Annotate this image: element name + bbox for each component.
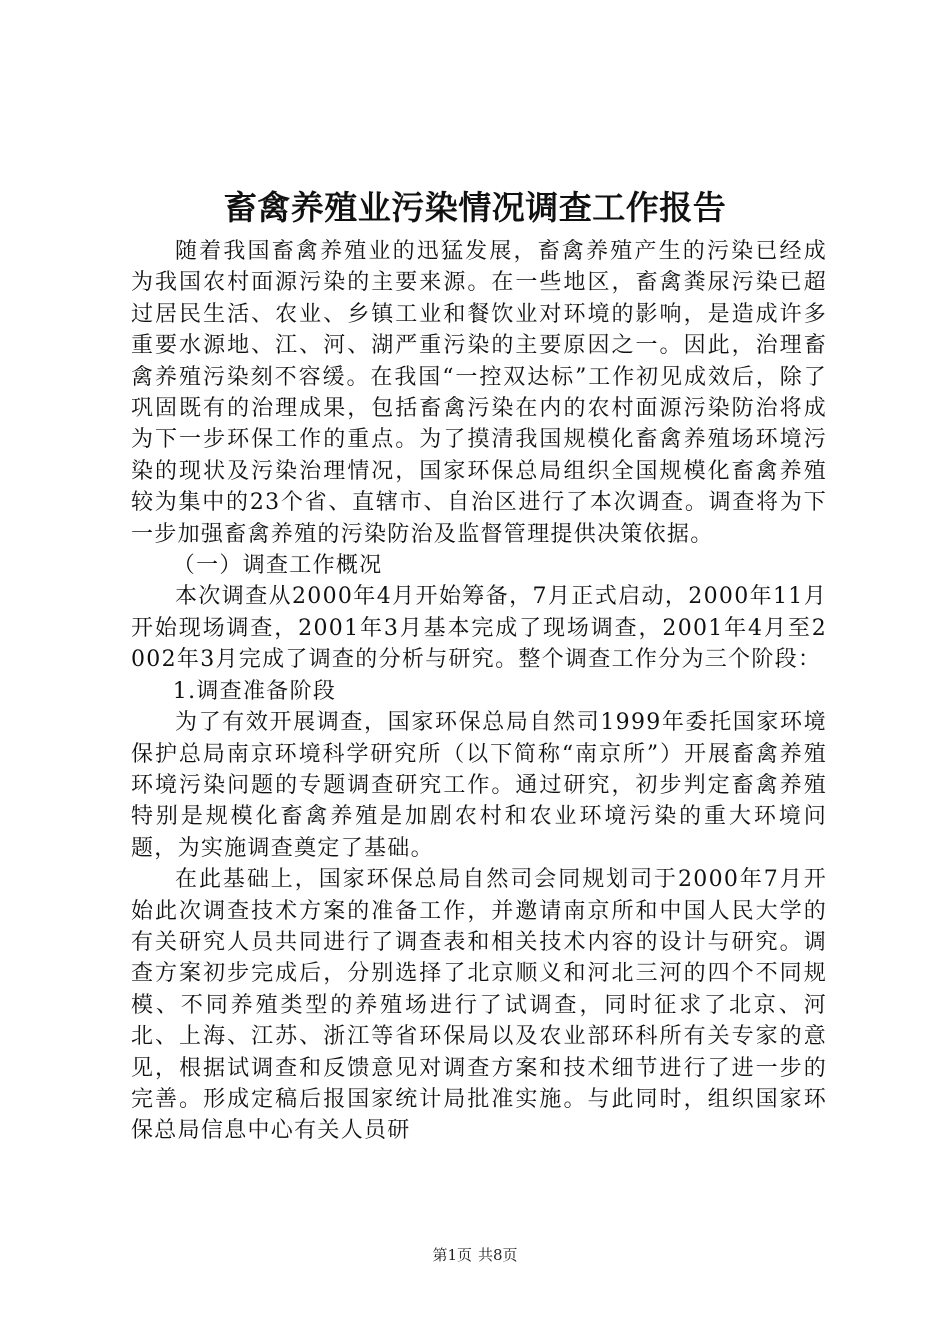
paragraph-intro: 随着我国畜禽养殖业的迅猛发展，畜禽养殖产生的污染已经成为我国农村面源污染的主要来源。在一些地区，畜禽粪尿污染已超过居民生活、农业、乡镇工业和餐饮业对环境的影响，是造成许多重要水源地、江、河、湖严重污染的主要原因之一。因此，治理畜禽养殖污染刻不容缓。在我国“一控双达标”工作初见成效后，除了巩固既有的治理成果，包括畜禽污染在内的农村面源污染防治将成为下一步环保工作的重点。为了摸清我国规模化畜禽养殖场环境污染的现状及污染治理情况，国家环保总局组织全国规模化畜禽养殖较为集中的23个省、直辖市、自治区进行了本次调查。调查将为下一步加强畜禽养殖的污染防治及监督管理提供决策依据。 <box>131 239 827 547</box>
page-number: 第1页 <box>432 1246 472 1264</box>
document-title: 畜禽养殖业污染情况调查工作报告 <box>223 188 727 227</box>
page-total: 共8页 <box>478 1246 518 1264</box>
paragraph-plan-design: 在此基础上，国家环保总局自然司会同规划司于2000年7月开始此次调查技术方案的准备工作，并邀请南京所和中国人民大学的有关研究人员共同进行了调查表和相关技术内容的设计与研究。调查方案初步完成后，分别选择了北京顺义和河北三河的四个不同规模、不同养殖类型的养殖场进行了试调查，同时征求了北京、河北、上海、江苏、浙江等省环保局以及农业部环科所有关专家的意见，根据试调查和反馈意见对调查方案和技术细节进行了进一步的完善。形成定稿后报国家统计局批准实施。与此同时，组织国家环保总局信息中心有关人员研 <box>131 867 827 1144</box>
subsection-heading-preparation: 1.调查准备阶段 <box>172 678 337 704</box>
document-body <box>131 236 827 1147</box>
paragraph-preparation: 为了有效开展调查，国家环保总局自然司1999年委托国家环境保护总局南京环境科学研究所（以下简称“南京所”）开展畜禽养殖环境污染问题的专题调查研究工作。通过研究，初步判定畜禽养殖特别是规模化畜禽养殖是加剧农村和农业环境污染的重大环境问题，为实施调查奠定了基础。 <box>131 710 827 861</box>
section-heading-overview: （一）调查工作概况 <box>172 553 383 579</box>
page-footer <box>0 1244 950 1265</box>
paragraph-timeline: 本次调查从2000年4月开始筹备，7月正式启动，2000年11月开始现场调查，2001年3月基本完成了现场调查，2001年4月至2002年3月完成了调查的分析与研究。整个调查工作分为三个阶段： <box>131 584 827 673</box>
